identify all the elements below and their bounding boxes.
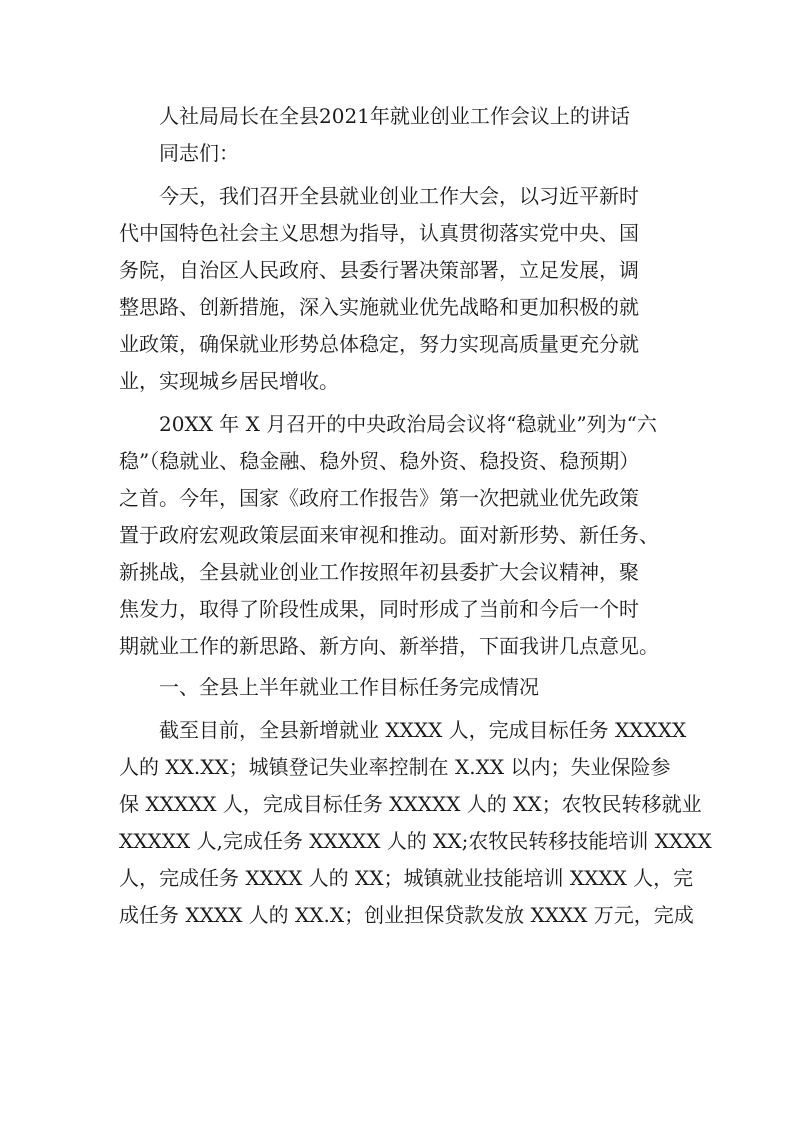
paragraph-line: 整思路、创新措施，深入实施就业优先战略和更加积极的就 bbox=[119, 295, 639, 319]
salutation: 同志们： bbox=[159, 141, 239, 165]
paragraph-line: 务院，自治区人民政府、县委行署决策部署，立足发展，调 bbox=[119, 258, 639, 282]
paragraph-line: 焦发力，取得了阶段性成果，同时形成了当前和今后一个时 bbox=[119, 597, 639, 621]
paragraph-line: 之首。今年，国家《政府工作报告》第一次把就业优先政策 bbox=[119, 486, 639, 510]
paragraph-line: 业政策，确保就业形势总体稳定，努力实现高质量更充分就 bbox=[119, 332, 639, 356]
paragraph-line: 代中国特色社会主义思想为指导，认真贯彻落实党中央、国 bbox=[119, 221, 639, 245]
paragraph-line: 新挑战，全县就业创业工作按照年初县委扩大会议精神，聚 bbox=[119, 560, 639, 584]
paragraph-line: 置于政府宏观政策层面来审视和推动。面对新形势、新任务、 bbox=[119, 523, 659, 547]
paragraph-line: 人的 XX.XX；城镇登记失业率控制在 X.XX 以内；失业保险参 bbox=[119, 755, 671, 779]
paragraph-line: 保 XXXXX 人，完成目标任务 XXXXX 人的 XX；农牧民转移就业 bbox=[119, 792, 702, 816]
section-heading: 一、全县上半年就业工作目标任务完成情况 bbox=[159, 675, 539, 699]
document-title: 人社局局长在全县2021年就业创业工作会议上的讲话 bbox=[159, 104, 630, 128]
paragraph-context bbox=[119, 406, 679, 665]
paragraph-line: 今天，我们召开全县就业创业工作大会，以习近平新时 bbox=[159, 184, 639, 208]
paragraph-line: 期就业工作的新思路、新方向、新举措，下面我讲几点意见。 bbox=[119, 634, 659, 658]
paragraph-line: 稳”（稳就业、稳金融、稳外贸、稳外资、稳投资、稳预期） bbox=[119, 449, 640, 473]
paragraph-line: 业，实现城乡居民增收。 bbox=[119, 369, 339, 393]
paragraph-opening bbox=[119, 178, 679, 400]
paragraph-line: 成任务 XXXX 人的 XX.X；创业担保贷款发放 XXXX 万元，完成 bbox=[119, 903, 694, 927]
document-body bbox=[119, 98, 712, 934]
paragraph-line: XXXXX 人,完成任务 XXXXX 人的 XX;农牧民转移技能培训 XXXX bbox=[119, 829, 712, 853]
paragraph-line: 人，完成任务 XXXX 人的 XX；城镇就业技能培训 XXXX 人，完 bbox=[119, 866, 694, 890]
paragraph-line: 20XX 年 X 月召开的中央政治局会议将“稳就业”列为“六 bbox=[159, 412, 657, 436]
paragraph-line: 截至目前，全县新增就业 XXXX 人，完成目标任务 XXXXX bbox=[159, 718, 687, 742]
paragraph-progress bbox=[119, 712, 712, 934]
